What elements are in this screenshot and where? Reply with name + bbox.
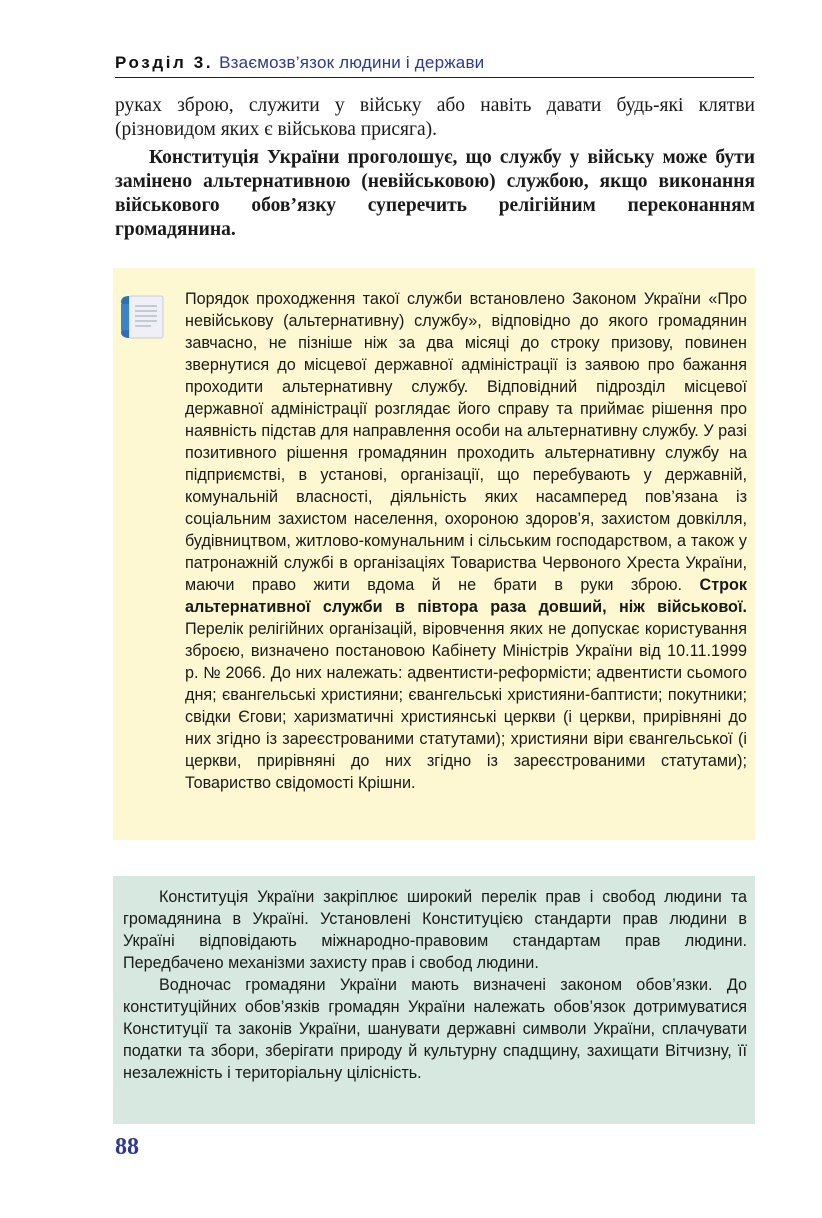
law-note-box (113, 268, 755, 840)
intro-paragraph: руках зброю, служити у війську або навіть давати будь-які клятви (різновидом яких є військова присяга). (115, 95, 755, 140)
page-number: 88 (115, 1134, 139, 1160)
intro-text (115, 94, 755, 242)
section-topic: Взаємозв’язок людини і держави (219, 53, 485, 72)
law-note-text (185, 288, 747, 794)
law-note-text-end: Перелік релігійних організацій, віровчення яких не допускає користування зброєю, визначено постановою Кабінету Міністрів України від 10.11.1999 р. № 2066. До них належать: адвентисти-реформісти; адвентисти сьомого дня; євангельські християни; євангельські християни-баптисти; покутники; свідки Єгови; харизматичні християнські церкви (і церкви, прирівняні до них згідно із зареєстрованими статутами); християни віри євангельської (і церкви, прирівняні до них згідно із зареєстрованими статутами); Товариство свідомості Крішни. (185, 620, 747, 792)
summary-rights-paragraph: Конституція України закріплює широкий перелік прав і свобод людини та громадянина в Україні. Установлені Конституцією стандарти прав людини в Україні відповідають міжнародно-правовим стандартам прав людини. Передбачено механізми захисту прав і свобод людини. (123, 888, 747, 972)
summary-box (113, 876, 755, 1124)
summary-duties-paragraph: Водночас громадяни України мають визначені законом обов’язки. До конституційних обов’язків громадян України належать обов’язок дотримуватися Конституції та законів України, шанувати державні символи України, сплачувати податки та збори, зберігати природу й культурну спадщину, захищати Вітчизну, її незалежність і територіальну цілісність. (123, 976, 747, 1082)
constitution-statement: Конституція України проголошує, що службу у війську може бути замінено альтернативною (невійськовою) службою, якщо виконання військового обов’язку суперечить релігійним переконанням громадянина. (115, 147, 755, 240)
section-label: Розділ 3. (115, 53, 214, 72)
service-term-highlight: Строк альтернативної служби в півтора раза довший, ніж військової. (185, 576, 747, 616)
document-scroll-icon (117, 290, 169, 344)
running-header (115, 52, 754, 78)
law-note-text-start: Порядок проходження такої служби встановлено Законом України «Про невійськову (альтернативну) службу», відповідно до якого громадянин завчасно, не пізніше ніж за два місяці до строку призову, повинен звернутися до місцевої державної адміністрації із заявою про бажання проходити альтернативну службу. Відповідний підрозділ місцевої державної адміністрації розглядає його справу та приймає рішення про наявність підстав для направлення особи на альтернативну службу. У разі позитивного рішення громадянин проходить альтернативну службу на підприємстві, в установі, організації, що перебувають у державній, комунальній власності, діяльність яких насамперед пов’язана із соціальним захистом населення, охороною здоров’я, захистом довкілля, будівництвом, житлово-комунальним і сільським господарством, а також у патронажній службі в організаціях Товариства Червоного Хреста України, маючи право жити вдома й не брати в руки зброю. (185, 290, 747, 594)
